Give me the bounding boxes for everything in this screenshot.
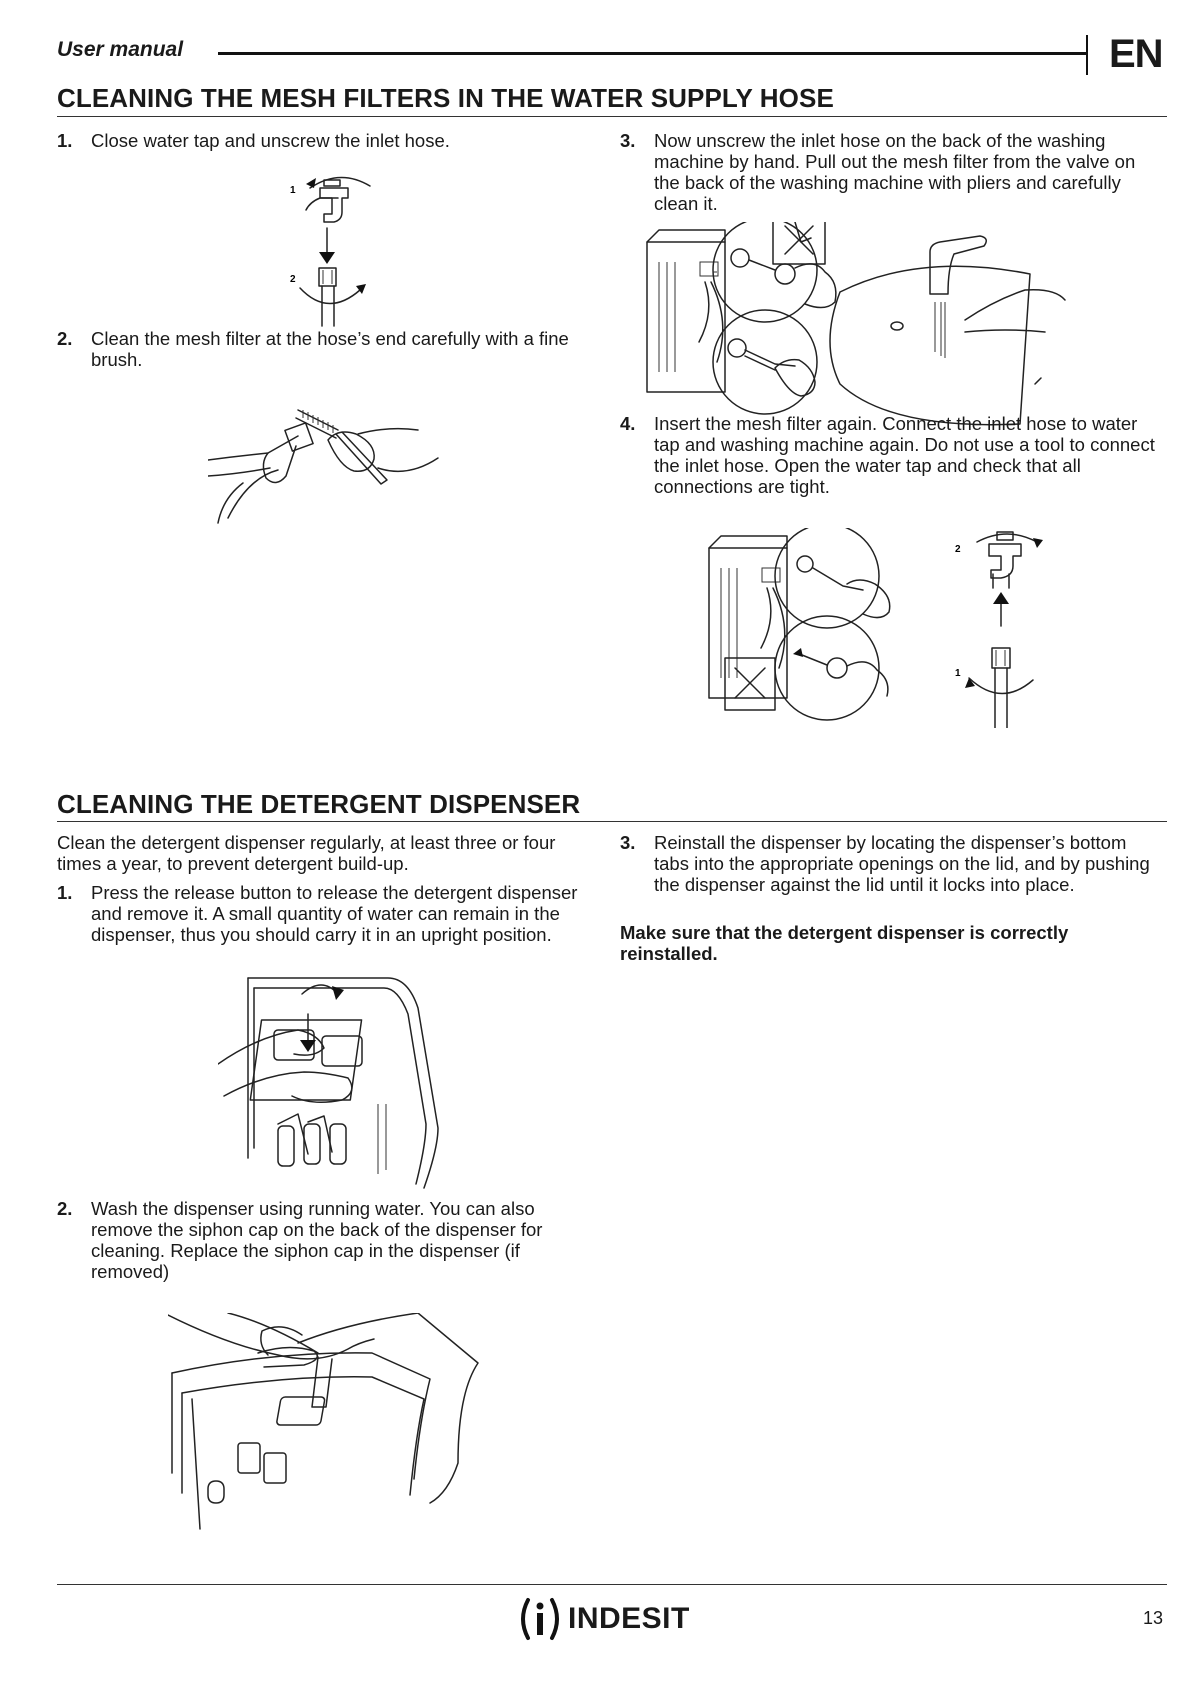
step-text: Press the release button to release the detergent dispenser and remove it. A small quantity of water can remain in the dispenser, thus you should carry it in an upright position.	[91, 882, 578, 945]
step-4-reconnect-hose	[620, 413, 1165, 497]
step-3-remove-mesh-filter	[620, 130, 1160, 214]
step-1-close-tap	[57, 130, 597, 151]
step-number: 1.	[57, 130, 73, 151]
step-3-reinstall-dispenser	[620, 832, 1165, 895]
step-number: 2.	[57, 1198, 73, 1219]
brand-wordmark: INDESIT	[568, 1602, 690, 1635]
indesit-logo	[518, 1596, 698, 1642]
logo-i-symbol-icon	[518, 1596, 562, 1642]
figure-step-label: 2	[955, 544, 961, 555]
dispenser-intro-paragraph: Clean the detergent dispenser regularly, at least three or four times a year, to prevent detergent build-up.	[57, 832, 556, 874]
document-label: User manual	[57, 38, 184, 61]
figure-step-label: 1	[290, 185, 296, 196]
step-text: Reinstall the dispenser by locating the dispenser’s bottom tabs into the appropriate openings on the lid, and by pushing the dispenser against the lid until it locks into place.	[654, 832, 1150, 895]
step-number: 3.	[620, 832, 636, 853]
header-rule	[218, 52, 1086, 55]
section-rule	[57, 116, 1167, 117]
step-number: 4.	[620, 413, 636, 434]
step-1-release-dispenser	[57, 882, 587, 945]
step-number: 2.	[57, 328, 73, 349]
step-number: 3.	[620, 130, 636, 151]
step-number: 1.	[57, 882, 73, 903]
footer-rule	[57, 1584, 1167, 1585]
figure-step-label: 2	[290, 274, 296, 285]
section-rule	[57, 821, 1167, 822]
step-text: Clean the mesh filter at the hose’s end carefully with a fine brush.	[91, 328, 569, 370]
step-2-clean-mesh-filter	[57, 328, 577, 370]
step-2-wash-dispenser	[57, 1198, 587, 1282]
brush-cleaning-illustration	[208, 398, 448, 538]
step-text: Wash the dispenser using running water. You can also remove the siphon cap on the back of the dispenser for cleaning. Replace the siphon cap in the dispenser (if removed)	[91, 1198, 543, 1282]
tap-unscrew-illustration	[280, 168, 400, 328]
step-text: Now unscrew the inlet hose on the back of the washing machine by hand. Pull out the mesh filter from the valve on the back of the washing machine with pliers and carefully clean it.	[654, 130, 1136, 214]
siphon-cap-illustration	[168, 1313, 493, 1538]
section-title-mesh-filters: CLEANING THE MESH FILTERS IN THE WATER SUPPLY HOSE	[57, 83, 834, 113]
page-number: 13	[1143, 1608, 1164, 1628]
section-title-detergent-dispenser: CLEANING THE DETERGENT DISPENSER	[57, 789, 581, 819]
header-divider	[1086, 35, 1088, 75]
language-code: EN	[1109, 32, 1163, 76]
reinstall-warning-note: Make sure that the detergent dispenser is correctly reinstalled.	[620, 922, 1069, 964]
dispenser-release-illustration	[218, 974, 443, 1190]
pliers-filter-removal-illustration	[645, 222, 1125, 432]
figure-step-label: 1	[955, 668, 961, 679]
step-text: Insert the mesh filter again. Connect the inlet hose to water tap and washing machine again. Do not use a tool to connect the inlet hose. Open the water tap and check that all connections are tight.	[654, 413, 1155, 497]
reinsert-filter-illustration	[707, 528, 1087, 728]
step-text: Close water tap and unscrew the inlet hose.	[91, 130, 450, 151]
